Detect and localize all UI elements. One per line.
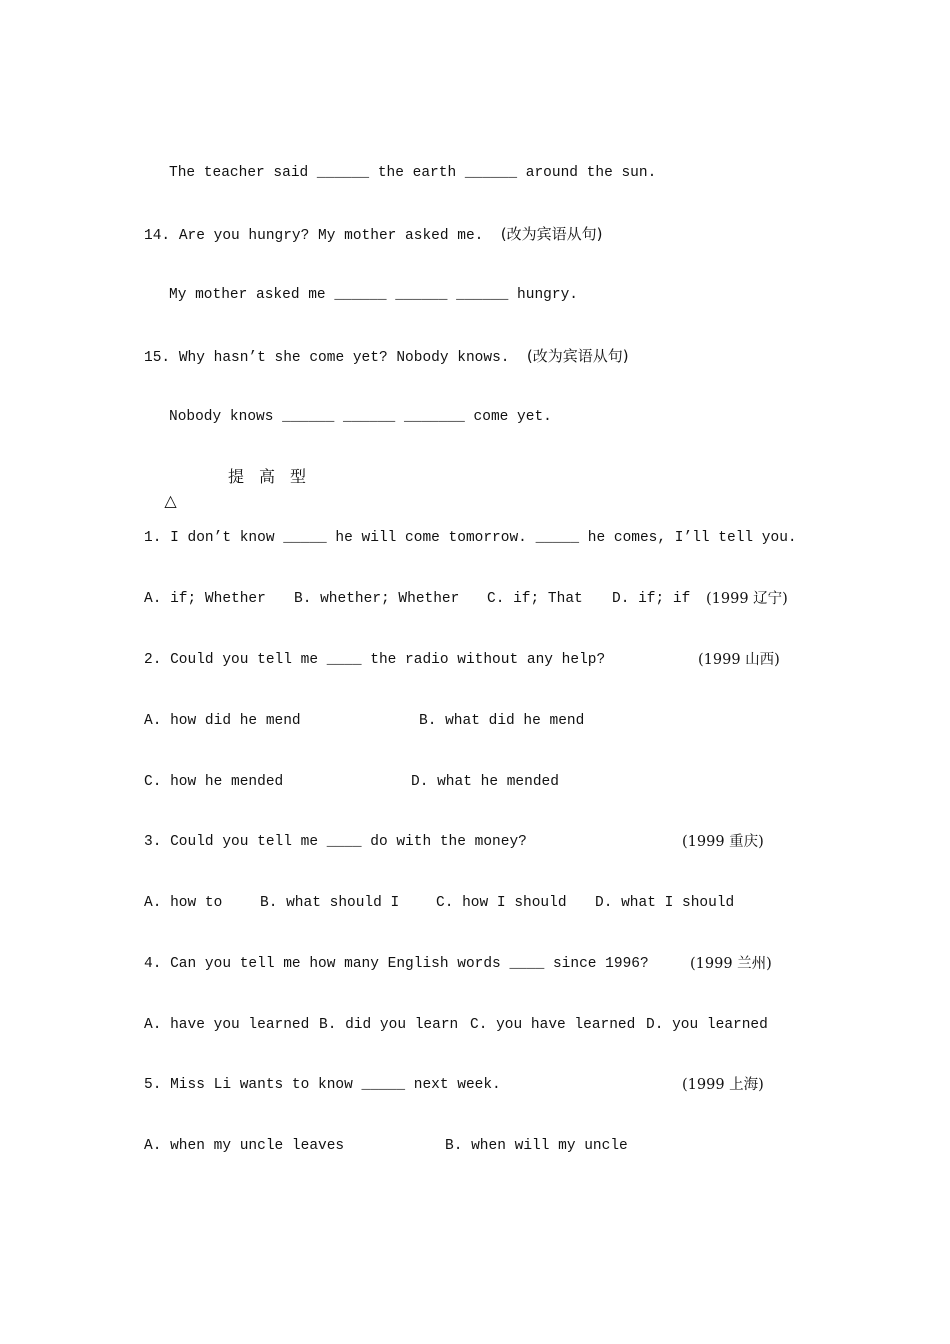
mc5-source: (1999 上海) (682, 1077, 764, 1093)
mc3-option-b: B. what should I (260, 895, 400, 911)
mc2-option-c: C. how he mended (144, 774, 284, 790)
mc3-stem: 3. Could you tell me ____ do with the money? (144, 834, 527, 850)
mc4-option-a: A. have you learned (144, 1017, 310, 1033)
mc3-option-d: D. what I should (595, 895, 735, 911)
mc4-option-d: D. you learned (646, 1017, 768, 1033)
mc2-option-b: B. what did he mend (419, 713, 585, 729)
q14-question (144, 222, 603, 246)
mc5-option-b: B. when will my uncle (445, 1138, 628, 1154)
q14-number: 14. (144, 228, 171, 244)
mc3-source: (1999 重庆) (682, 834, 764, 850)
q14-note: (改为宾语从句) (500, 225, 603, 243)
mc2-stem: 2. Could you tell me ____ the radio without any help? (144, 652, 606, 668)
q13-answer-line: The teacher said ______ the earth ______ around the sun. (169, 165, 657, 181)
mc5-stem: 5. Miss Li wants to know _____ next week. (144, 1077, 501, 1093)
mc2-option-a: A. how did he mend (144, 713, 301, 729)
mc1-source: (1999 辽宁) (706, 591, 788, 607)
mc3-option-c: C. how I should (436, 895, 567, 911)
q14-text: Are you hungry? My mother asked me. (178, 228, 484, 244)
q15-note: (改为宾语从句) (526, 347, 629, 365)
mc3-option-a: A. how to (144, 895, 223, 911)
mc1-option-b: B. whether; Whether (294, 591, 460, 607)
triangle-icon: △ (164, 491, 177, 510)
mc2-source: (1999 山西) (698, 652, 780, 668)
section-heading (144, 465, 322, 510)
mc2-option-d: D. what he mended (411, 774, 559, 790)
mc4-option-b: B. did you learn (319, 1017, 459, 1033)
q15-answer-line: Nobody knows ______ ______ _______ come yet. (169, 409, 552, 425)
mc1-option-d: D. if; if (612, 591, 691, 607)
q15-text: Why hasn’t she come yet? Nobody knows. (178, 350, 510, 366)
mc1-stem: 1. I don’t know _____ he will come tomorrow. _____ he comes, I’ll tell you. (144, 530, 797, 546)
section-title: 提高型 (228, 467, 322, 486)
mc4-source: (1999 兰州) (690, 956, 772, 972)
q15-number: 15. (144, 350, 171, 366)
mc4-option-c: C. you have learned (470, 1017, 636, 1033)
q14-answer-line: My mother asked me ______ ______ ______ hungry. (169, 287, 578, 303)
mc1-option-c: C. if; That (487, 591, 583, 607)
mc5-option-a: A. when my uncle leaves (144, 1138, 345, 1154)
q15-question (144, 344, 629, 368)
mc4-stem: 4. Can you tell me how many English words ____ since 1996? (144, 956, 649, 972)
mc1-option-a: A. if; Whether (144, 591, 266, 607)
